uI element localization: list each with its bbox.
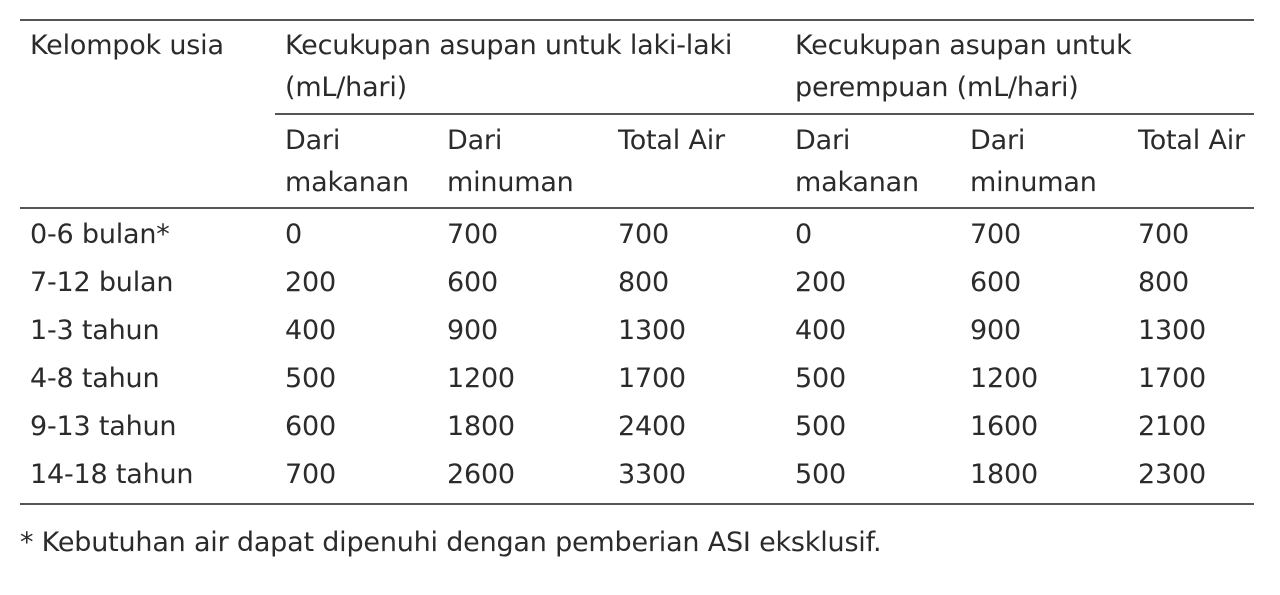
age-cell: 14-18 tahun [20, 451, 275, 504]
female-total-cell: 1700 [1138, 363, 1206, 394]
female-drink-cell: 1600 [970, 411, 1038, 442]
female-intake-header: Kecukupan asupan untuk perempuan (mL/hari) [785, 20, 1254, 114]
male-total-header: Total Air [608, 114, 785, 208]
table-group-header-row [20, 20, 1254, 114]
male-food-cell: 700 [275, 451, 437, 504]
male-food-header: Dari makanan [275, 114, 437, 208]
table-row [20, 259, 1254, 307]
male-food-cell: 500 [285, 363, 336, 394]
female-drink-cell: 600 [970, 267, 1021, 298]
female-total-cell: 2100 [1138, 411, 1206, 442]
male-drink-header: Dari minuman [437, 114, 608, 208]
male-total-cell: 700 [618, 219, 669, 250]
male-drink-cell: 900 [447, 315, 498, 346]
male-total-cell: 1300 [618, 315, 686, 346]
male-food-cell: 600 [285, 411, 336, 442]
table-row [20, 451, 1254, 504]
female-drink-cell: 700 [970, 219, 1021, 250]
age-group-header: Kelompok usia [20, 20, 275, 208]
table-row [20, 307, 1254, 355]
age-cell: 4-8 tahun [30, 363, 160, 394]
table-row [20, 403, 1254, 451]
table-row [20, 208, 1254, 259]
male-intake-header: Kecukupan asupan untuk laki-laki (mL/hari) [275, 20, 785, 114]
female-food-cell: 0 [795, 219, 812, 250]
male-food-cell: 400 [285, 315, 336, 346]
female-total-cell: 2300 [1128, 451, 1254, 504]
male-total-cell: 2400 [618, 411, 686, 442]
female-food-cell: 200 [795, 267, 846, 298]
male-total-cell: 1700 [618, 363, 686, 394]
male-total-cell: 800 [618, 267, 669, 298]
age-cell: 9-13 tahun [30, 411, 177, 442]
male-drink-cell: 700 [447, 219, 498, 250]
male-total-cell: 3300 [608, 451, 785, 504]
male-drink-cell: 1200 [447, 363, 515, 394]
female-food-cell: 500 [795, 363, 846, 394]
age-cell: 1-3 tahun [30, 315, 160, 346]
table-row [20, 355, 1254, 403]
female-drink-cell: 900 [970, 315, 1021, 346]
age-cell: 7-12 bulan [30, 267, 174, 298]
female-food-cell: 500 [785, 451, 960, 504]
male-drink-cell: 1800 [447, 411, 515, 442]
female-total-header: Total Air [1128, 114, 1254, 208]
female-drink-cell: 1200 [970, 363, 1038, 394]
female-food-header: Dari makanan [785, 114, 960, 208]
female-drink-header: Dari minuman [960, 114, 1128, 208]
female-total-cell: 800 [1138, 267, 1189, 298]
female-total-cell: 700 [1138, 219, 1189, 250]
female-drink-cell: 1800 [960, 451, 1128, 504]
female-food-cell: 400 [795, 315, 846, 346]
female-total-cell: 1300 [1138, 315, 1206, 346]
male-food-cell: 0 [285, 219, 302, 250]
water-intake-table [20, 19, 1254, 505]
female-food-cell: 500 [795, 411, 846, 442]
age-cell: 0-6 bulan* [30, 219, 170, 250]
water-intake-table-wrapper [20, 19, 1254, 505]
male-drink-cell: 2600 [437, 451, 608, 504]
table-footnote: * Kebutuhan air dapat dipenuhi dengan pemberian ASI eksklusif. [20, 527, 882, 558]
male-drink-cell: 600 [447, 267, 498, 298]
male-food-cell: 200 [285, 267, 336, 298]
